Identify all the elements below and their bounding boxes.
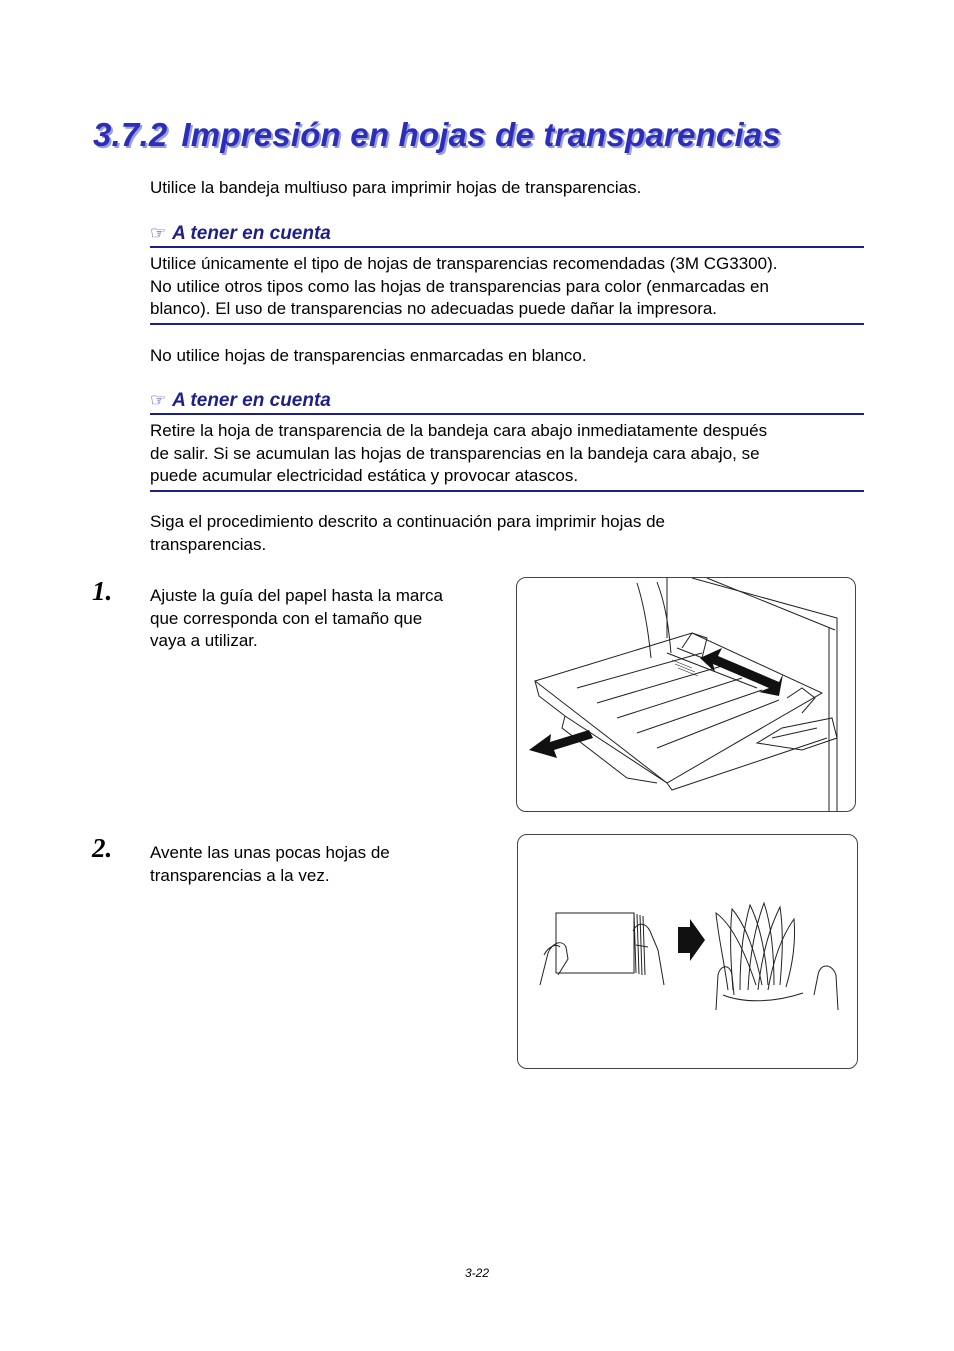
pointing-hand-icon: ☞ [150, 223, 167, 243]
note-1-body [150, 252, 864, 325]
step-1-line-1: Ajuste la guía del papel hasta la marca [150, 586, 443, 605]
note-2-line-3: puede acumular electricidad estática y provocar atascos. [150, 466, 579, 485]
procedure-intro-line-2: transparencias. [150, 534, 267, 554]
section-title: Impresión en hojas de transparencias [181, 116, 781, 153]
note-1-line-2: No utilice otros tipos como las hojas de transparencias para color (enmarcadas en [150, 276, 769, 296]
tray-illustration-svg [517, 578, 855, 811]
note-2-body [150, 419, 864, 492]
fanning-sheets-illustration [517, 834, 858, 1069]
step-2-line-2: transparencias a la vez. [150, 865, 330, 885]
section-number: 3.7.2 [93, 116, 168, 153]
page-number: 3-22 [464, 1266, 490, 1280]
procedure-intro [150, 511, 665, 556]
middle-paragraph: No utilice hojas de transparencias enmarcadas en blanco. [150, 346, 587, 365]
note-2-line-2: de salir. Si se acumulan las hojas de transparencias en la bandeja cara abajo, se [150, 443, 760, 463]
note-1-title [150, 223, 864, 248]
pointing-hand-icon: ☞ [150, 390, 167, 410]
note-1-line-3: blanco). El uso de transparencias no adecuadas puede dañar la impresora. [150, 299, 718, 318]
section-heading [93, 116, 781, 154]
note-1-title-text: A tener en cuenta [172, 223, 331, 244]
step-1-text [150, 585, 495, 653]
step-1-line-2: que corresponda con el tamaño que [150, 608, 423, 628]
intro-paragraph: Utilice la bandeja multiuso para imprimir hojas de transparencias. [150, 178, 642, 197]
step-1-line-3: vaya a utilizar. [150, 631, 258, 650]
step-2-line-1: Avente las unas pocas hojas de [150, 843, 390, 862]
fanning-illustration-svg [518, 835, 857, 1068]
paper-guide-tray-illustration [516, 577, 856, 812]
step-2-text [150, 842, 495, 887]
note-2-title [150, 390, 864, 415]
procedure-intro-line-1: Siga el procedimiento descrito a continuación para imprimir hojas de [150, 512, 665, 531]
step-2-number: 2. [92, 833, 113, 863]
note-2-title-text: A tener en cuenta [172, 390, 331, 411]
step-1-number: 1. [92, 576, 113, 606]
note-1-line-1: Utilice únicamente el tipo de hojas de transparencias recomendadas (3M CG3300). [150, 254, 778, 273]
note-2-line-1: Retire la hoja de transparencia de la bandeja cara abajo inmediatamente después [150, 421, 768, 440]
